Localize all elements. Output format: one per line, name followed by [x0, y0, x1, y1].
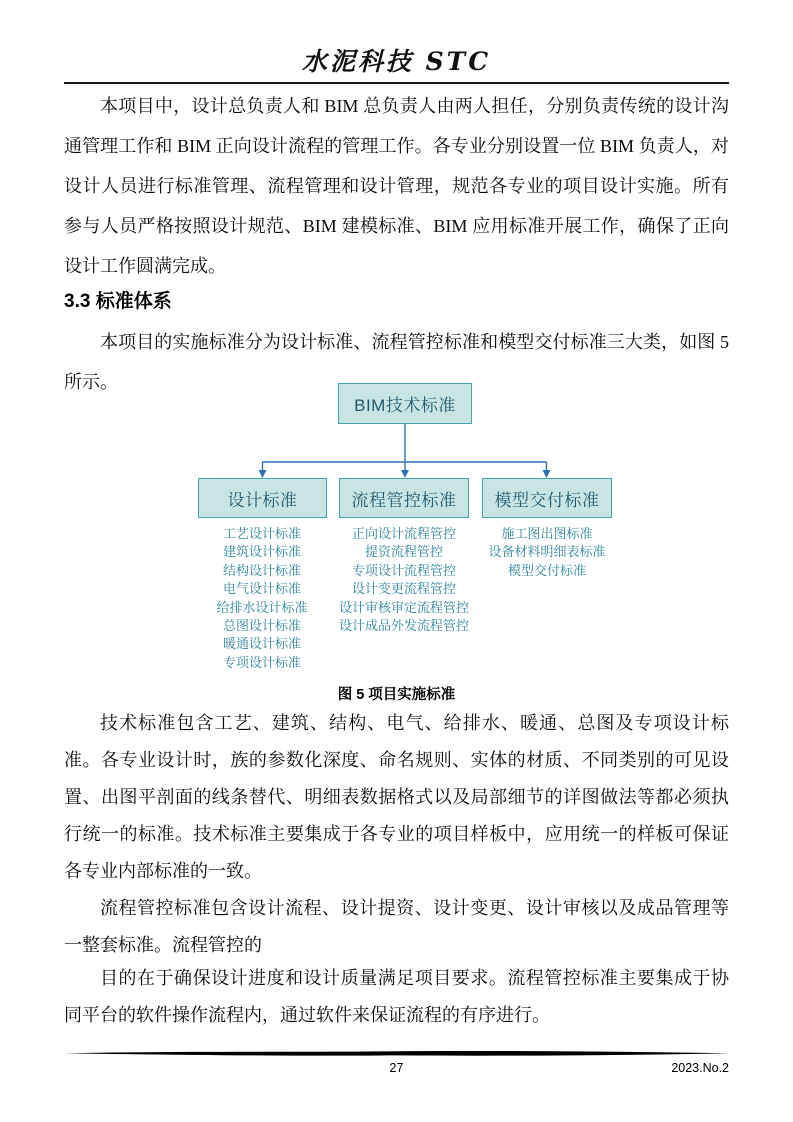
diagram-node-label: 模型交付标准	[494, 490, 600, 510]
diagram-list-item: 专项设计标准	[222, 654, 301, 670]
diagram-root-label: BIM技术标准	[354, 396, 456, 415]
footer-page-number: 27	[389, 1061, 404, 1075]
diagram-list-item: 设计成品外发流程管控	[338, 618, 469, 634]
figure-caption: 图 5 项目实施标准	[337, 687, 456, 703]
paragraph-1: 本项目中，设计总负责人和 BIM 总负责人由两人担任，分别负责传统的设计沟通管理工作和 BIM 正向设计流程的管理工作。各专业分别设置一位 BIM 负责人，对设计人员进行标准管理、流程管理和设计管理，规范各专业的项目设计实施。所有参与人员严格按照设计规范、BIM 建模标准、BIM 应用标准开展工作，确保了正向设计工作圆满完成。	[64, 96, 729, 276]
paragraph-3: 技术标准包含工艺、建筑、结构、电气、给排水、暖通、总图及专项设计标准。各专业设计时，族的参数化深度、命名规则、实体的材质、不同类别的可见设置、出图平剖面的线条替代、明细表数据格式以及局部细节的详图做法等都必须执行统一的标准。技术标准主要集成于各专业的项目样板中，应用统一的样板可保证各专业内部标准的一致。	[64, 713, 729, 881]
header-rule	[64, 82, 729, 84]
diagram-list-item: 设计审核审定流程管控	[338, 599, 469, 615]
diagram-node-label: 设计标准	[227, 490, 298, 510]
diagram-list-item: 模型交付标准	[507, 562, 586, 578]
figure-diagram	[65, 380, 729, 680]
diagram-node-label: 流程管控标准	[351, 490, 457, 510]
footer-rule	[64, 1050, 729, 1057]
paragraph-4: 流程管控标准包含设计流程、设计提资、设计变更、设计审核以及成品管理等一整套标准。流程管控的	[64, 898, 729, 955]
diagram-list-item: 设备材料明细表标准	[488, 544, 606, 560]
diagram-list-delivery	[447, 525, 647, 580]
arrow-down-icon	[259, 470, 267, 478]
diagram-list-item: 结构设计标准	[222, 562, 301, 578]
diagram-node-model-delivery-standard	[482, 478, 612, 518]
diagram-list-item: 专项设计流程管控	[351, 562, 456, 578]
arrow-down-icon	[543, 470, 551, 478]
diagram-node-process-control-standard	[339, 478, 469, 518]
footer-issue-label: 2023.No.2	[671, 1061, 729, 1075]
arrow-down-icon	[401, 470, 409, 478]
diagram-node-design-standard	[198, 478, 327, 518]
section-heading: 3.3 标准体系	[64, 291, 172, 312]
journal-title: 水泥科技 STC	[301, 47, 492, 76]
diagram-list-item: 提资流程管控	[364, 544, 443, 560]
diagram-list-item: 电气设计标准	[222, 581, 301, 597]
diagram-list-item: 给排水设计标准	[216, 599, 308, 615]
diagram-list-item: 正向设计流程管控	[351, 526, 456, 541]
diagram-list-item: 暖通设计标准	[222, 636, 301, 652]
diagram-list-item: 建筑设计标准	[222, 544, 301, 560]
diagram-list-item: 设计变更流程管控	[351, 581, 456, 597]
diagram-list-item: 工艺设计标准	[222, 526, 301, 541]
diagram-list-item: 总图设计标准	[222, 618, 301, 634]
paragraph-5: 目的在于确保设计进度和设计质量满足项目要求。流程管控标准主要集成于协同平台的软件操作流程内，通过软件来保证流程的有序进行。	[64, 968, 729, 1025]
paragraph-2: 本项目的实施标准分为设计标准、流程管控标准和模型交付标准三大类，如图 5 所示。	[64, 332, 729, 392]
diagram-root-node	[338, 383, 472, 424]
diagram-list-item: 施工图出图标准	[501, 526, 593, 541]
